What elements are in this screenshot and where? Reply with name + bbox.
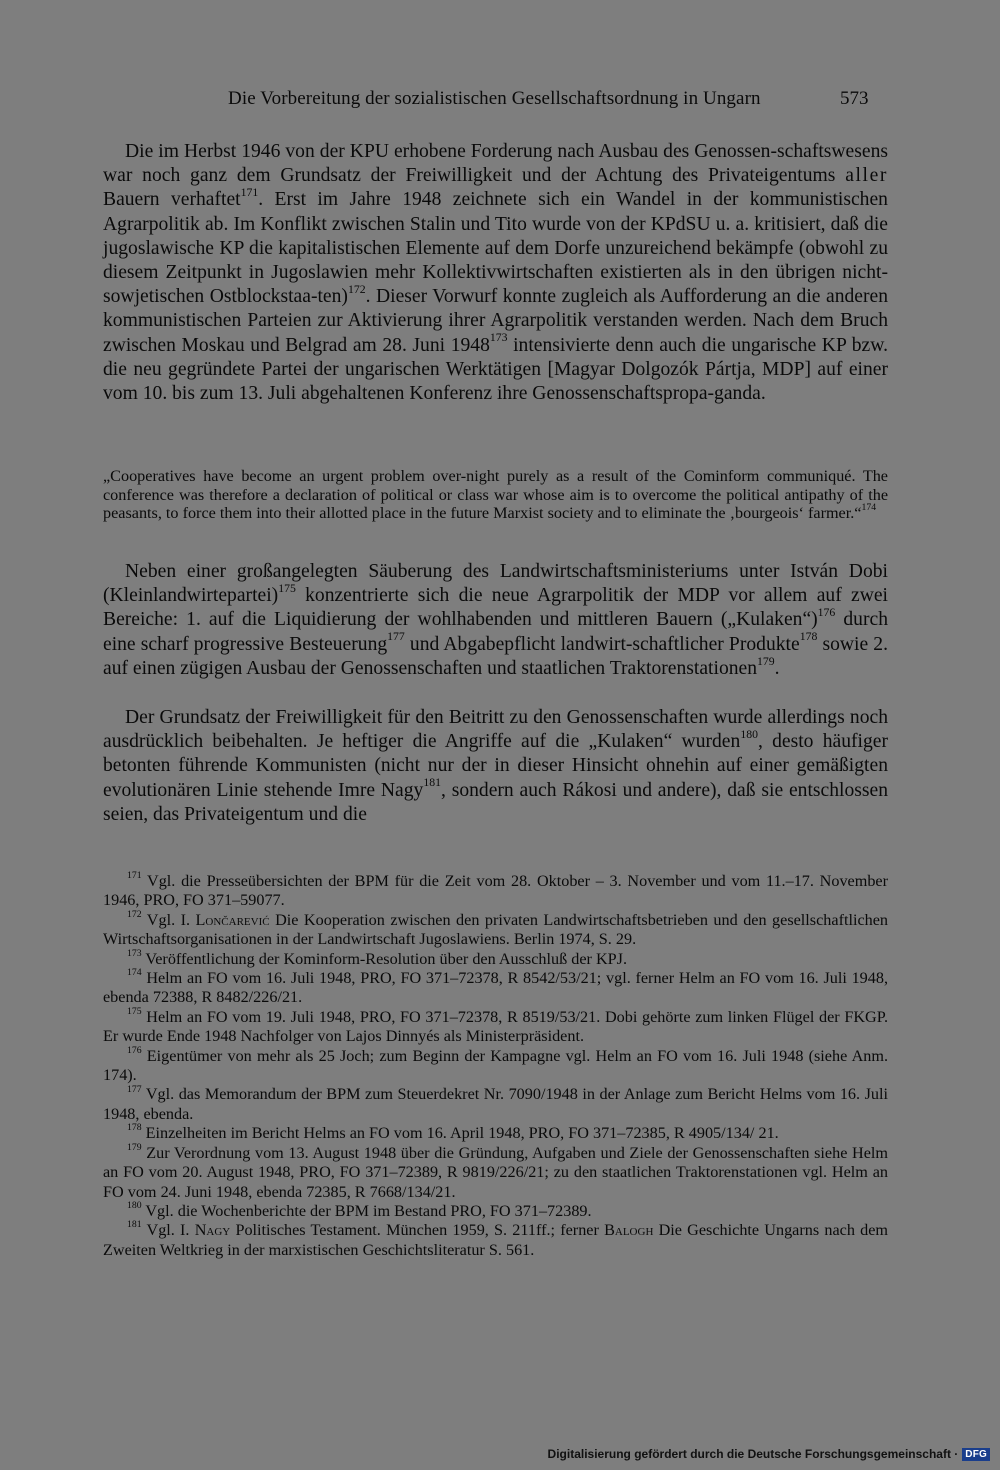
page-number: 573 — [840, 88, 869, 109]
footnote-text: Helm an FO vom 16. Juli 1948, PRO, FO 371–72378, R 8542/53/21; vgl. ferner Helm an FO vom 16. Juli 1948, ebenda 72388, R 8482/226/21. — [103, 969, 888, 1007]
footnote-172 — [103, 908, 889, 950]
footnote-text: Vgl. die Presseübersichten der BPM für die Zeit vom 28. Oktober – 3. November und vom 11.–17. November 1946, PRO, FO 371–59077. — [103, 872, 888, 910]
emphasis-aller: aller — [845, 165, 888, 187]
footnote-ref-180[interactable]: 180 — [740, 727, 758, 741]
footnote-number: 181 — [127, 1219, 142, 1231]
footnote-178 — [103, 1124, 888, 1143]
paragraph-1-text: Die im Herbst 1946 von der KPU erhobene Forderung nach Ausbau des Genossen-schaftswesens war noch ganz dem Grundsatz der Freiwilligkeit und der Achtung des Privateigentums — [103, 141, 888, 187]
footnote-ref-175[interactable]: 175 — [278, 581, 296, 595]
footnote-ref-179[interactable]: 179 — [757, 654, 775, 668]
footnote-number: 173 — [127, 947, 142, 959]
footnote-ref-176[interactable]: 176 — [817, 606, 836, 620]
footnote-ref-172[interactable]: 172 — [347, 282, 366, 296]
paragraph-3-text: , desto häufiger betonten führende Kommunisten (nicht nur der in dieser Hinsicht ohnehin auf einer gemäßigten evolutionären Linie stehende Imre Nagy — [103, 731, 888, 801]
footnote-number: 174 — [127, 967, 142, 979]
paragraph-1-text: Bauern verhaftet — [103, 189, 241, 211]
footnote-text: Zur Verordnung vom 13. August 1948 über die Gründung, Aufgaben und Ziele der Genossenschaften siehe Helm an FO vom 20. August 1948, PRO, FO 371–72389, R 9819/226/21; zu den staatlichen Traktorenstationen vgl. Helm an FO vom 24. Juni 1948, ebenda 72385, R 7668/134/21. — [103, 1143, 888, 1201]
author-name: Balogh — [604, 1221, 654, 1240]
digitization-credit — [548, 1444, 990, 1464]
footnote-180 — [103, 1202, 888, 1221]
running-head: Die Vorbereitung der sozialistischen Gesellschaftsordnung in Ungarn — [228, 88, 761, 109]
footnote-number: 178 — [127, 1122, 142, 1134]
footnotes — [103, 872, 888, 1260]
footnote-text: Politisches Testament. München 1959, S. 211ff.; ferner — [230, 1221, 605, 1240]
footnote-number: 176 — [127, 1044, 142, 1056]
paragraph-2 — [103, 560, 888, 681]
footnote-ref-173[interactable]: 173 — [489, 331, 508, 345]
paragraph-3 — [103, 706, 888, 827]
footnote-176 — [103, 1044, 888, 1086]
footnote-text: Vgl. die Wochenberichte der BPM im Bestand PRO, FO 371–72389. — [145, 1201, 592, 1220]
footnote-text: Die Geschichte Ungarns nach dem Zweiten Weltkrieg in der marxistischen Geschichtsliteratur S. 561. — [103, 1221, 889, 1259]
paragraph-2-text: Neben einer großangelegten Säuberung des Landwirtschaftsministeriums unter István Dobi (Kleinlandwirtepartei) — [103, 561, 888, 607]
paragraph-2-text: sowie 2. auf einen zügigen Ausbau der Genossenschaften und staatlichen Traktorenstationen — [103, 633, 888, 679]
dfg-logo-icon: DFG — [962, 1448, 990, 1461]
footnote-171 — [103, 872, 888, 911]
footnote-173 — [103, 947, 888, 969]
footnote-text: Vgl. I. — [146, 910, 196, 929]
block-quote — [103, 467, 888, 523]
footnote-number: 172 — [127, 908, 142, 920]
footnote-ref-177[interactable]: 177 — [387, 630, 405, 644]
paragraph-3-text: , sondern auch Rákosi und andere), daß sie entschlossen seien, das Privateigentum und die — [103, 779, 888, 825]
footnote-number: 175 — [127, 1006, 142, 1017]
paragraph-1-text: . Dieser Vorwurf konnte zugleich als Aufforderung an die anderen kommunistischen Parteien zur Aktivierung ihrer Agrarpolitik verstanden werden. Nach dem Bruch zwischen Moskau und Belgrad am 28. Juni 1948 — [103, 286, 889, 356]
footnote-ref-181[interactable]: 181 — [423, 776, 441, 790]
footnote-text: Vgl. I. — [146, 1221, 195, 1240]
footnote-number: 179 — [127, 1141, 142, 1153]
author-name: Nagy — [194, 1221, 231, 1240]
author-name: Lončarević — [195, 910, 270, 929]
footnote-text: Helm an FO vom 19. Juli 1948, PRO, FO 371–72378, R 8519/53/21. Dobi gehörte zum linken Flügel der FKGP. Er wurde Ende 1948 Nachfolger von Lajos Dinnyés als Ministerpräsident. — [103, 1007, 888, 1046]
footnote-ref-178[interactable]: 178 — [799, 630, 818, 644]
footnote-text: Die Kooperation zwischen den privaten Landwirtschaftsbetrieben und den gesellschaftlichen Wirtschaftsorganisationen in der Landwirtschaft Jugoslawiens. Berlin 1974, S. 29. — [103, 910, 889, 949]
footnote-181 — [103, 1221, 888, 1260]
footnote-ref-171[interactable]: 171 — [240, 186, 259, 200]
footnote-ref-174[interactable]: 174 — [861, 502, 877, 514]
footnote-174 — [103, 969, 888, 1008]
quote-text: „Cooperatives have become an urgent problem over-night purely as a result of the Cominform communiqué. The conference was therefore a declaration of political or class war whose aim is to overcome the political antipathy of the peasants, to force them into their allotted place in the future Marxist society and to eliminate the ‚bourgeois‘ farmer.“ — [103, 467, 888, 523]
footnote-number: 177 — [127, 1083, 142, 1095]
paragraph-2-text: durch eine scharf progressive Besteuerung — [103, 609, 888, 655]
paragraph-1-text: intensivierte denn auch die ungarische KP bzw. die neu gegründete Partei der ungarischen Werktätigen [Magyar Dolgozók Pártja, MDP] auf einer vom 10. bis zum 13. Juli abgehaltenen Konferenz ihre Genossenschaftspropa-ganda. — [103, 334, 888, 405]
paragraph-2-text: . — [774, 657, 780, 679]
footnote-text: Vgl. das Memorandum der BPM zum Steuerdekret Nr. 7090/1948 in der Anlage zum Bericht Helms vom 16. Juli 1948, ebenda. — [103, 1085, 889, 1123]
footnote-number: 171 — [127, 870, 142, 882]
paragraph-2-text: konzentrierte sich die neue Agrarpolitik der MDP vor allem auf zwei Bereiche: 1. auf die Liquidierung der wohlhabenden und mittleren Bauern („Kulaken“) — [103, 585, 888, 631]
footnote-text: Eigentümer von mehr als 25 Joch; zum Beginn der Kampagne vgl. Helm an FO vom 16. Juli 1948 (siehe Anm. 174). — [103, 1046, 888, 1085]
paragraph-3-text: Der Grundsatz der Freiwilligkeit für den Beitritt zu den Genossenschaften wurde allerdings noch ausdrücklich beibehalten. Je heftiger die Angriffe auf die „Kulaken“ wurden — [103, 707, 888, 753]
footnote-179 — [103, 1141, 888, 1202]
footnote-number: 180 — [127, 1200, 142, 1212]
paragraph-1-text: . Erst im Jahre 1948 zeichnete sich ein Wandel in der kommunistischen Agrarpolitik ab. Im Konflikt zwischen Stalin und Tito wurde von der KPdSU u. a. kritisiert, daß die jugoslawische KP die kapitalistischen Elemente auf dem Dorfe unzureichend bekämpfe (obwohl zu diesem Zeitpunkt in Jugoslawien mehr Kollektivwirtschaften existierten als in den übrigen nicht-sowjetischen Ostblockstaa-ten) — [103, 189, 888, 308]
credit-text: Digitalisierung gefördert durch die Deutsche Forschungsgemeinschaft · — [547, 1447, 959, 1461]
footnote-text: Veröffentlichung der Kominform-Resolution über den Ausschluß der KPJ. — [145, 949, 627, 968]
paragraph-2-text: und Abgabepflicht landwirt-schaftlicher Produkte — [404, 633, 800, 655]
footnote-text: Einzelheiten im Bericht Helms an FO vom 16. April 1948, PRO, FO 371–72385, R 4905/134/ 21. — [145, 1124, 779, 1143]
paragraph-1 — [103, 140, 888, 406]
footnote-175 — [103, 1008, 888, 1047]
footnote-177 — [103, 1085, 888, 1124]
